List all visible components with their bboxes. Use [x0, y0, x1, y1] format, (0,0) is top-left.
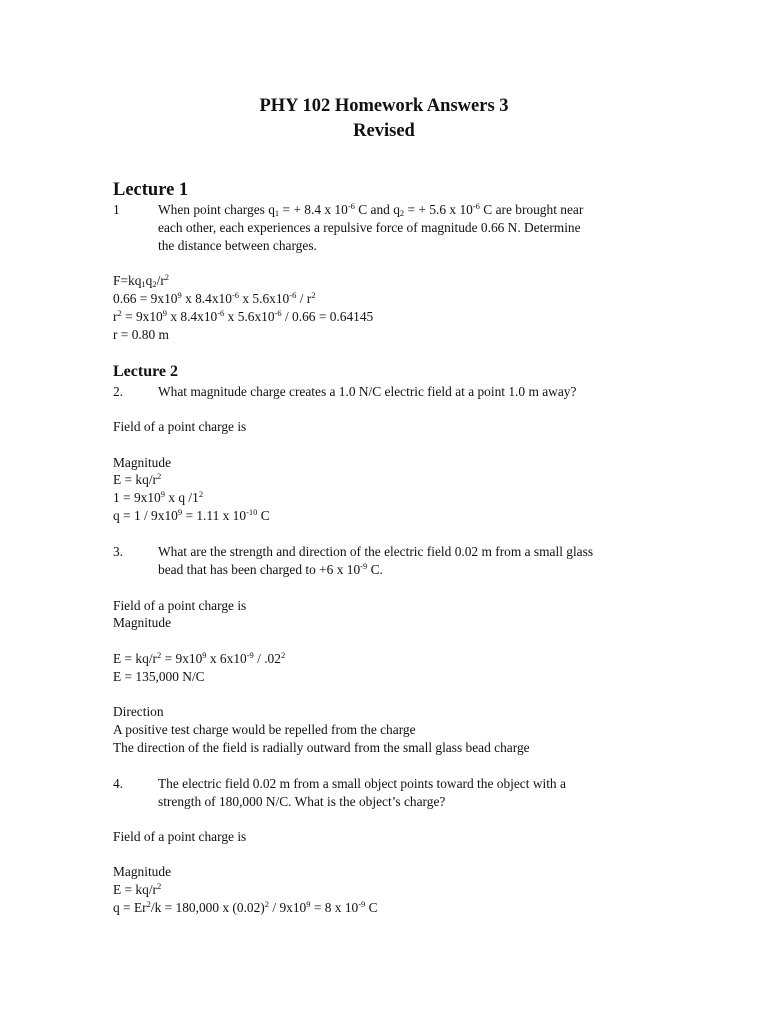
- question-3-number: 3.: [113, 544, 124, 559]
- question-2-text: What magnitude charge creates a 1.0 N/C electric field at a point 1.0 m away?: [158, 384, 577, 399]
- question-2-field-label: Field of a point charge is: [113, 419, 247, 434]
- question-3-line-2: bead that has been charged to +6 x $10^{-9}$ C.: [158, 561, 383, 577]
- question-3-equation-1: $E = kq/r^2 = 9x10^9$ x $6x10^{-9} / .02^2$: [113, 650, 286, 666]
- solution-1-line-4: r = 0.80 m: [113, 327, 169, 342]
- question-4-field-label: Field of a point charge is: [113, 829, 247, 844]
- lecture-1-heading: Lecture 1: [113, 180, 189, 200]
- question-3-line-1: What are the strength and direction of the electric field 0.02 m from a small glass: [158, 544, 594, 559]
- question-4-line-2: strength of 180,000 N/C. What is the object’s charge?: [158, 794, 446, 809]
- question-2-number: 2.: [113, 384, 124, 399]
- question-1-line-2: each other, each experiences a repulsive force of magnitude 0.66 N. Determine: [158, 220, 581, 235]
- solution-1-line-2: $0.66 = 9x10^9$ x $8.4x10^{-6}$ x $5.6x10^{-6} / r^2$: [113, 290, 316, 306]
- question-4-line-1: The electric field 0.02 m from a small object points toward the object with a: [158, 776, 566, 791]
- question-3-field-label: Field of a point charge is: [113, 598, 247, 613]
- question-3-direction-line-2: The direction of the field is radially outward from the small glass bead charge: [113, 740, 530, 755]
- page-subtitle: Revised: [353, 121, 415, 141]
- question-4-magnitude-label: Magnitude: [113, 864, 172, 879]
- question-2-equation-2: $1 = 9x10^9$ x q $/1^2$: [113, 489, 204, 505]
- solution-1-line-3: $r^2 = 9x10^9$ x $8.4x10^{-6}$ x $5.6x10^{-6} / 0.66 = 0.64145$: [113, 308, 374, 324]
- question-2-equation-1: $E = kq/r^2$: [113, 471, 162, 487]
- question-1-line-1: When point charges $q_1$ = + 8.4 x $10^{-6}$ C and $q_2$ = + 5.6 x $10^{-6}$ C are brought near: [158, 201, 584, 218]
- question-1-line-3: the distance between charges.: [158, 238, 317, 253]
- page-title: PHY 102 Homework Answers 3: [259, 96, 509, 116]
- question-3-equation-2: E = 135,000 N/C: [113, 669, 205, 684]
- lecture-2-heading: Lecture 2: [113, 363, 179, 380]
- question-3-direction-line-1: A positive test charge would be repelled from the charge: [113, 722, 416, 737]
- question-2-equation-3: $q = 1 / 9x10^9 = 1.11$ x $10^{-10}$ C: [113, 507, 270, 523]
- question-4-number: 4.: [113, 776, 124, 791]
- question-3-direction-label: Direction: [113, 704, 164, 719]
- question-1-number: 1: [113, 202, 120, 217]
- solution-1-line-1: $F=kq_1q_2/r^2$: [113, 272, 170, 289]
- question-2-magnitude-label: Magnitude: [113, 455, 172, 470]
- question-3-magnitude-label: Magnitude: [113, 615, 172, 630]
- question-4-equation-1: $E = kq/r^2$: [113, 881, 162, 897]
- question-4-equation-2: $q = Er^2/k = 180,000$ x $(0.02)^2 / 9x10^9 = 8$ x $10^{-9}$ C: [113, 899, 378, 915]
